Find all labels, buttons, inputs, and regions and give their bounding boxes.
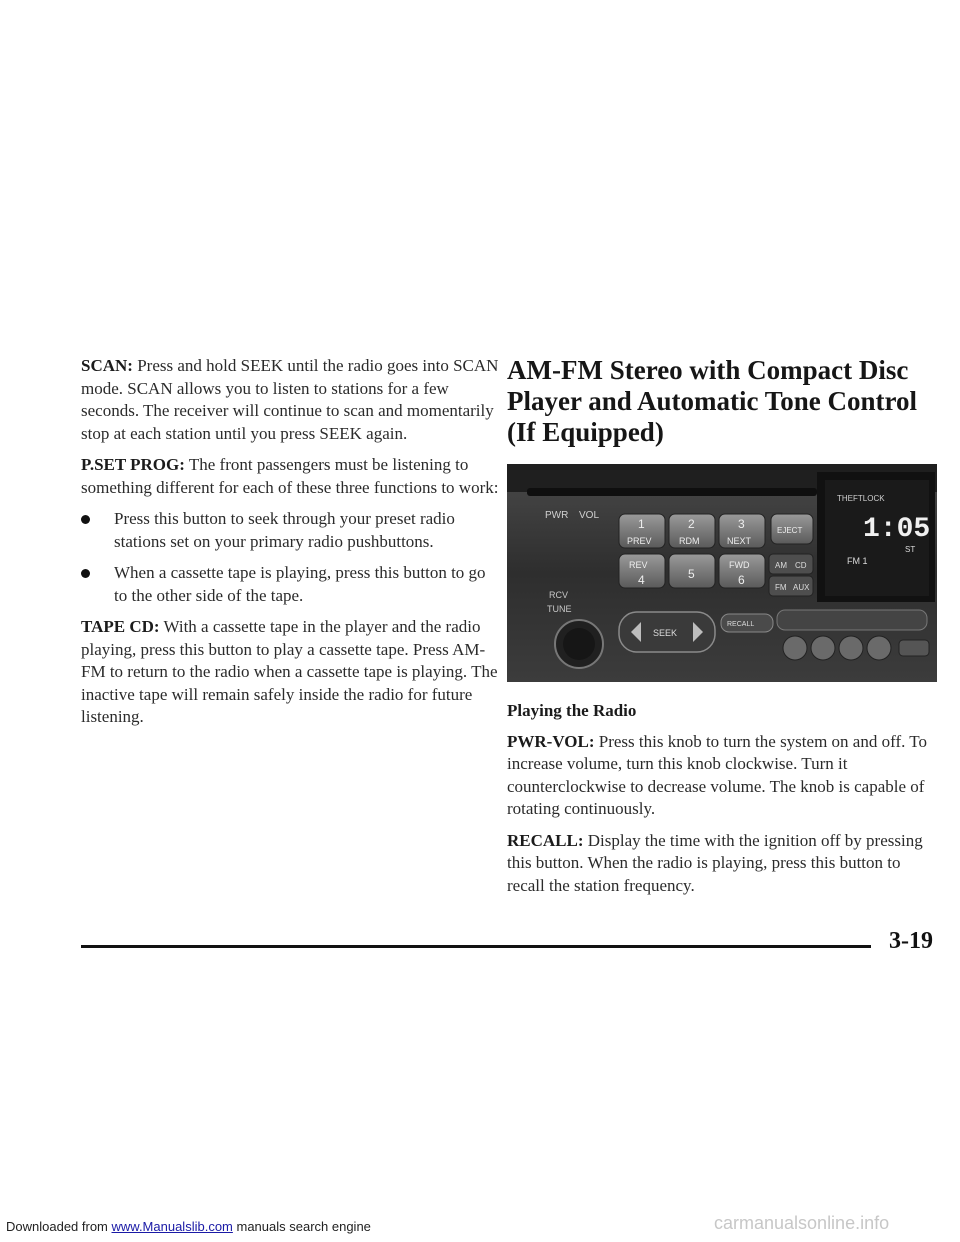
display-band: FM 1 (847, 556, 868, 566)
aux-label: AUX (793, 583, 810, 592)
seek-label: SEEK (653, 628, 678, 638)
recall-lead: RECALL: (507, 830, 584, 850)
preset-4-num: 4 (638, 573, 645, 587)
label-tune: TUNE (547, 604, 572, 614)
left-column (81, 355, 501, 738)
preset-1-num: 1 (638, 517, 645, 531)
recall-label: RECALL (727, 621, 755, 628)
preset-6-top: FWD (729, 560, 750, 570)
display-time: 1:05 (863, 514, 931, 545)
preset-2-num: 2 (688, 517, 695, 531)
tape-paragraph (81, 616, 501, 729)
recall-text: Display the time with the ignition off by pressing this button. When the radio is playing, press this button to recall the station frequency. (507, 830, 923, 895)
preset-4-top: REV (629, 560, 648, 570)
pset-text: The front passengers must be listening to something different for each of these three functions to work: (81, 455, 499, 497)
pwr-vol-lead: PWR-VOL: (507, 731, 595, 751)
playing-radio-heading: Playing the Radio (507, 701, 637, 720)
pset-bullets (81, 508, 501, 607)
preset-5-num: 5 (688, 567, 695, 581)
radio-image (507, 464, 937, 682)
bullet-item: Press this button to seek through your preset radio stations set on your primary radio pushbuttons. (81, 508, 501, 553)
preset-3-sub: NEXT (727, 536, 752, 546)
pset-paragraph (81, 454, 501, 499)
recall-paragraph (507, 830, 937, 898)
display-st: ST (905, 545, 916, 554)
section-title: AM-FM Stereo with Compact Disc Player and Automatic Tone Control (If Equipped) (507, 355, 918, 447)
preset-3-num: 3 (738, 517, 745, 531)
download-line (6, 1219, 371, 1234)
download-suffix: manuals search engine (232, 1219, 371, 1234)
pwr-vol-paragraph (507, 731, 937, 821)
footer-rule (81, 945, 871, 948)
scan-text: Press and hold SEEK until the radio goes into SCAN mode. SCAN allows you to listen to stations for a few seconds. The receiver will continue to scan and momentarily stop at each station until you press SEEK again. (81, 356, 499, 443)
download-prefix: Downloaded from (6, 1219, 112, 1234)
tape-lead: TAPE CD: (81, 617, 160, 636)
right-column (507, 355, 937, 906)
pwr-vol-text: Press this knob to turn the system on and off. To increase volume, turn this knob clockwise. Turn it counterclockwise to decrease volume. The knob is capable of rotating continuously. (507, 731, 927, 818)
scan-lead: SCAN: (81, 356, 133, 375)
display-header: THEFTLOCK (837, 494, 885, 503)
label-vol: VOL (579, 510, 600, 521)
label-pwr: PWR (545, 510, 569, 521)
site-watermark: carmanualsonline.info (714, 1213, 890, 1233)
cd-label: CD (795, 561, 807, 570)
page-number: 3-19 (889, 928, 933, 954)
am-label: AM (775, 561, 787, 570)
label-rcv: RCV (549, 590, 569, 600)
tape-text: With a cassette tape in the player and the radio playing, press this button to play a cassette tape. Press AM-FM to return to the radio when a cassette tape is playing. The inactive tape will remain safely inside the radio for future listening. (81, 617, 498, 726)
eject-label: EJECT (777, 526, 803, 535)
scan-paragraph (81, 355, 501, 445)
pset-lead: P.SET PROG: (81, 455, 185, 474)
bullet-item: When a cassette tape is playing, press this button to go to the other side of the tape. (81, 562, 501, 607)
preset-2-sub: RDM (679, 536, 700, 546)
preset-6-num: 6 (738, 573, 745, 587)
preset-1-sub: PREV (627, 536, 652, 546)
fm-label: FM (775, 583, 787, 592)
manualslib-link[interactable]: www.Manualslib.com (111, 1219, 233, 1234)
radio-faceplate-illustration (507, 464, 937, 682)
